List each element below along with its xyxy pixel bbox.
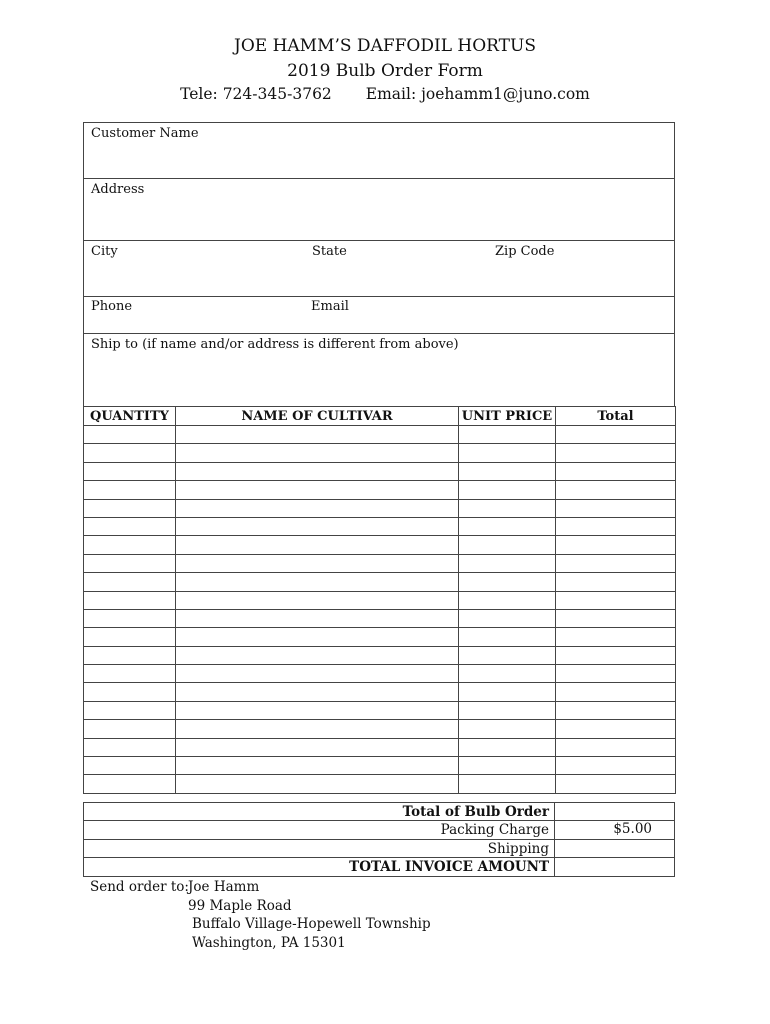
address-field[interactable]	[83, 178, 675, 241]
table-row	[84, 628, 676, 646]
total-cell[interactable]	[556, 591, 676, 609]
table-row	[84, 646, 676, 664]
cultivar-cell[interactable]	[176, 720, 459, 738]
table-row	[84, 444, 676, 462]
send-to-label: Send order to:	[90, 879, 189, 895]
quantity-cell[interactable]	[84, 517, 176, 535]
total-cell[interactable]	[556, 462, 676, 480]
cultivar-cell[interactable]	[176, 628, 459, 646]
quantity-cell[interactable]	[84, 444, 176, 462]
cultivar-cell[interactable]	[176, 462, 459, 480]
total-cell[interactable]	[556, 573, 676, 591]
invoice-value-cell[interactable]	[554, 857, 674, 876]
unit-price-cell[interactable]	[459, 775, 556, 793]
unit-price-cell[interactable]	[459, 573, 556, 591]
company-title: JOE HAMM’S DAFFODIL HORTUS	[234, 36, 536, 56]
quantity-cell[interactable]	[84, 554, 176, 572]
unit-price-cell[interactable]	[459, 444, 556, 462]
quantity-cell[interactable]	[84, 683, 176, 701]
city-state-zip-field[interactable]	[83, 240, 675, 297]
quantity-cell[interactable]	[84, 573, 176, 591]
quantity-cell[interactable]	[84, 481, 176, 499]
table-row	[84, 757, 676, 775]
cultivar-cell[interactable]	[176, 591, 459, 609]
quantity-cell[interactable]	[84, 775, 176, 793]
table-row	[84, 554, 676, 572]
cultivar-cell[interactable]	[176, 757, 459, 775]
total-cell[interactable]	[556, 701, 676, 719]
total-cell[interactable]	[556, 426, 676, 444]
packing-value-cell	[554, 820, 674, 839]
unit-price-cell[interactable]	[459, 462, 556, 480]
cultivar-cell[interactable]	[176, 554, 459, 572]
total-bulb-row	[83, 802, 675, 821]
quantity-cell[interactable]	[84, 426, 176, 444]
email-text: Email: joehamm1@juno.com	[365, 85, 590, 103]
cultivar-cell[interactable]	[176, 775, 459, 793]
quantity-cell[interactable]	[84, 646, 176, 664]
zip-code-label: Zip Code	[495, 244, 555, 259]
ship-to-field[interactable]	[83, 333, 675, 407]
total-header: Total	[556, 407, 676, 426]
total-cell[interactable]	[556, 683, 676, 701]
phone-email-field[interactable]	[83, 296, 675, 334]
invoice-row	[83, 858, 675, 877]
unit-price-cell[interactable]	[459, 665, 556, 683]
quantity-cell[interactable]	[84, 757, 176, 775]
unit-price-cell[interactable]	[459, 646, 556, 664]
table-row	[84, 609, 676, 627]
address-label: Address	[91, 182, 145, 197]
cultivar-cell[interactable]	[176, 665, 459, 683]
total-cell[interactable]	[556, 646, 676, 664]
cultivar-cell[interactable]	[176, 701, 459, 719]
table-row	[84, 665, 676, 683]
unit-price-cell[interactable]	[459, 720, 556, 738]
quantity-cell[interactable]	[84, 665, 176, 683]
shipping-row	[83, 840, 675, 859]
cultivar-cell[interactable]	[176, 444, 459, 462]
packing-label: Packing Charge	[440, 821, 549, 838]
quantity-cell[interactable]	[84, 720, 176, 738]
table-row	[84, 499, 676, 517]
total-cell[interactable]	[556, 628, 676, 646]
table-row	[84, 481, 676, 499]
total-bulb-label: Total of Bulb Order	[402, 804, 549, 820]
order-items-table	[83, 406, 676, 794]
table-row	[84, 591, 676, 609]
total-bulb-value-cell[interactable]	[554, 802, 674, 821]
quantity-cell[interactable]	[84, 609, 176, 627]
packing-row	[83, 821, 675, 840]
unit-price-cell[interactable]	[459, 499, 556, 517]
quantity-header: QUANTITY	[84, 407, 176, 426]
quantity-cell[interactable]	[84, 738, 176, 756]
total-cell[interactable]	[556, 738, 676, 756]
total-cell[interactable]	[556, 665, 676, 683]
cultivar-cell[interactable]	[176, 683, 459, 701]
unit-price-cell[interactable]	[459, 701, 556, 719]
send-to-name: Joe Hamm	[188, 879, 260, 895]
unit-price-cell[interactable]	[459, 628, 556, 646]
table-row	[84, 573, 676, 591]
table-row	[84, 462, 676, 480]
shipping-value-cell[interactable]	[554, 839, 674, 858]
unit-price-cell[interactable]	[459, 517, 556, 535]
total-cell[interactable]	[556, 536, 676, 554]
table-row	[84, 517, 676, 535]
total-cell[interactable]	[556, 444, 676, 462]
table-row	[84, 683, 676, 701]
send-to-city: Washington, PA 15301	[192, 934, 346, 951]
total-cell[interactable]	[556, 609, 676, 627]
total-cell[interactable]	[556, 517, 676, 535]
cultivar-cell[interactable]	[176, 573, 459, 591]
cultivar-cell[interactable]	[176, 499, 459, 517]
quantity-cell[interactable]	[84, 701, 176, 719]
table-row	[84, 738, 676, 756]
unit-price-cell[interactable]	[459, 481, 556, 499]
quantity-cell[interactable]	[84, 591, 176, 609]
cultivar-cell[interactable]	[176, 738, 459, 756]
cultivar-header: NAME OF CULTIVAR	[176, 407, 459, 426]
quantity-cell[interactable]	[84, 536, 176, 554]
unit-price-cell[interactable]	[459, 536, 556, 554]
unit-price-cell[interactable]	[459, 426, 556, 444]
quantity-cell[interactable]	[84, 628, 176, 646]
phone-text: Tele: 724-345-3762	[180, 85, 332, 103]
send-to-village: Buffalo Village-Hopewell Township	[192, 916, 431, 932]
cultivar-cell[interactable]	[176, 426, 459, 444]
total-cell[interactable]	[556, 757, 676, 775]
table-row	[84, 701, 676, 719]
total-cell[interactable]	[556, 554, 676, 572]
unit-price-cell[interactable]	[459, 591, 556, 609]
state-label: State	[312, 244, 347, 259]
cultivar-cell[interactable]	[176, 609, 459, 627]
unit-price-cell[interactable]	[459, 738, 556, 756]
total-cell[interactable]	[556, 481, 676, 499]
unit-price-cell[interactable]	[459, 757, 556, 775]
table-row	[84, 775, 676, 793]
packing-value: $5.00	[613, 820, 652, 837]
form-title: 2019 Bulb Order Form	[287, 61, 483, 81]
cultivar-cell[interactable]	[176, 481, 459, 499]
table-row	[84, 720, 676, 738]
invoice-label: TOTAL INVOICE AMOUNT	[349, 859, 549, 876]
city-label: City	[91, 244, 118, 259]
send-to-street: 99 Maple Road	[188, 897, 292, 914]
cultivar-cell[interactable]	[176, 646, 459, 664]
contact-line	[0, 85, 770, 103]
table-row	[84, 426, 676, 444]
table-row	[84, 536, 676, 554]
total-cell[interactable]	[556, 775, 676, 793]
cultivar-cell[interactable]	[176, 517, 459, 535]
table-header-row	[84, 407, 676, 426]
total-cell[interactable]	[556, 499, 676, 517]
ship-to-label: Ship to (if name and/or address is different from above)	[91, 337, 459, 352]
unit-price-cell[interactable]	[459, 609, 556, 627]
phone-label: Phone	[91, 299, 133, 314]
customer-name-label: Customer Name	[91, 126, 199, 141]
total-cell[interactable]	[556, 720, 676, 738]
shipping-label: Shipping	[487, 840, 549, 857]
quantity-cell[interactable]	[84, 462, 176, 480]
quantity-cell[interactable]	[84, 499, 176, 517]
unit-price-header: UNIT PRICE	[459, 407, 556, 426]
unit-price-cell[interactable]	[459, 554, 556, 572]
cultivar-cell[interactable]	[176, 536, 459, 554]
email-label: Email	[311, 299, 349, 314]
unit-price-cell[interactable]	[459, 683, 556, 701]
customer-name-field[interactable]	[83, 122, 675, 179]
